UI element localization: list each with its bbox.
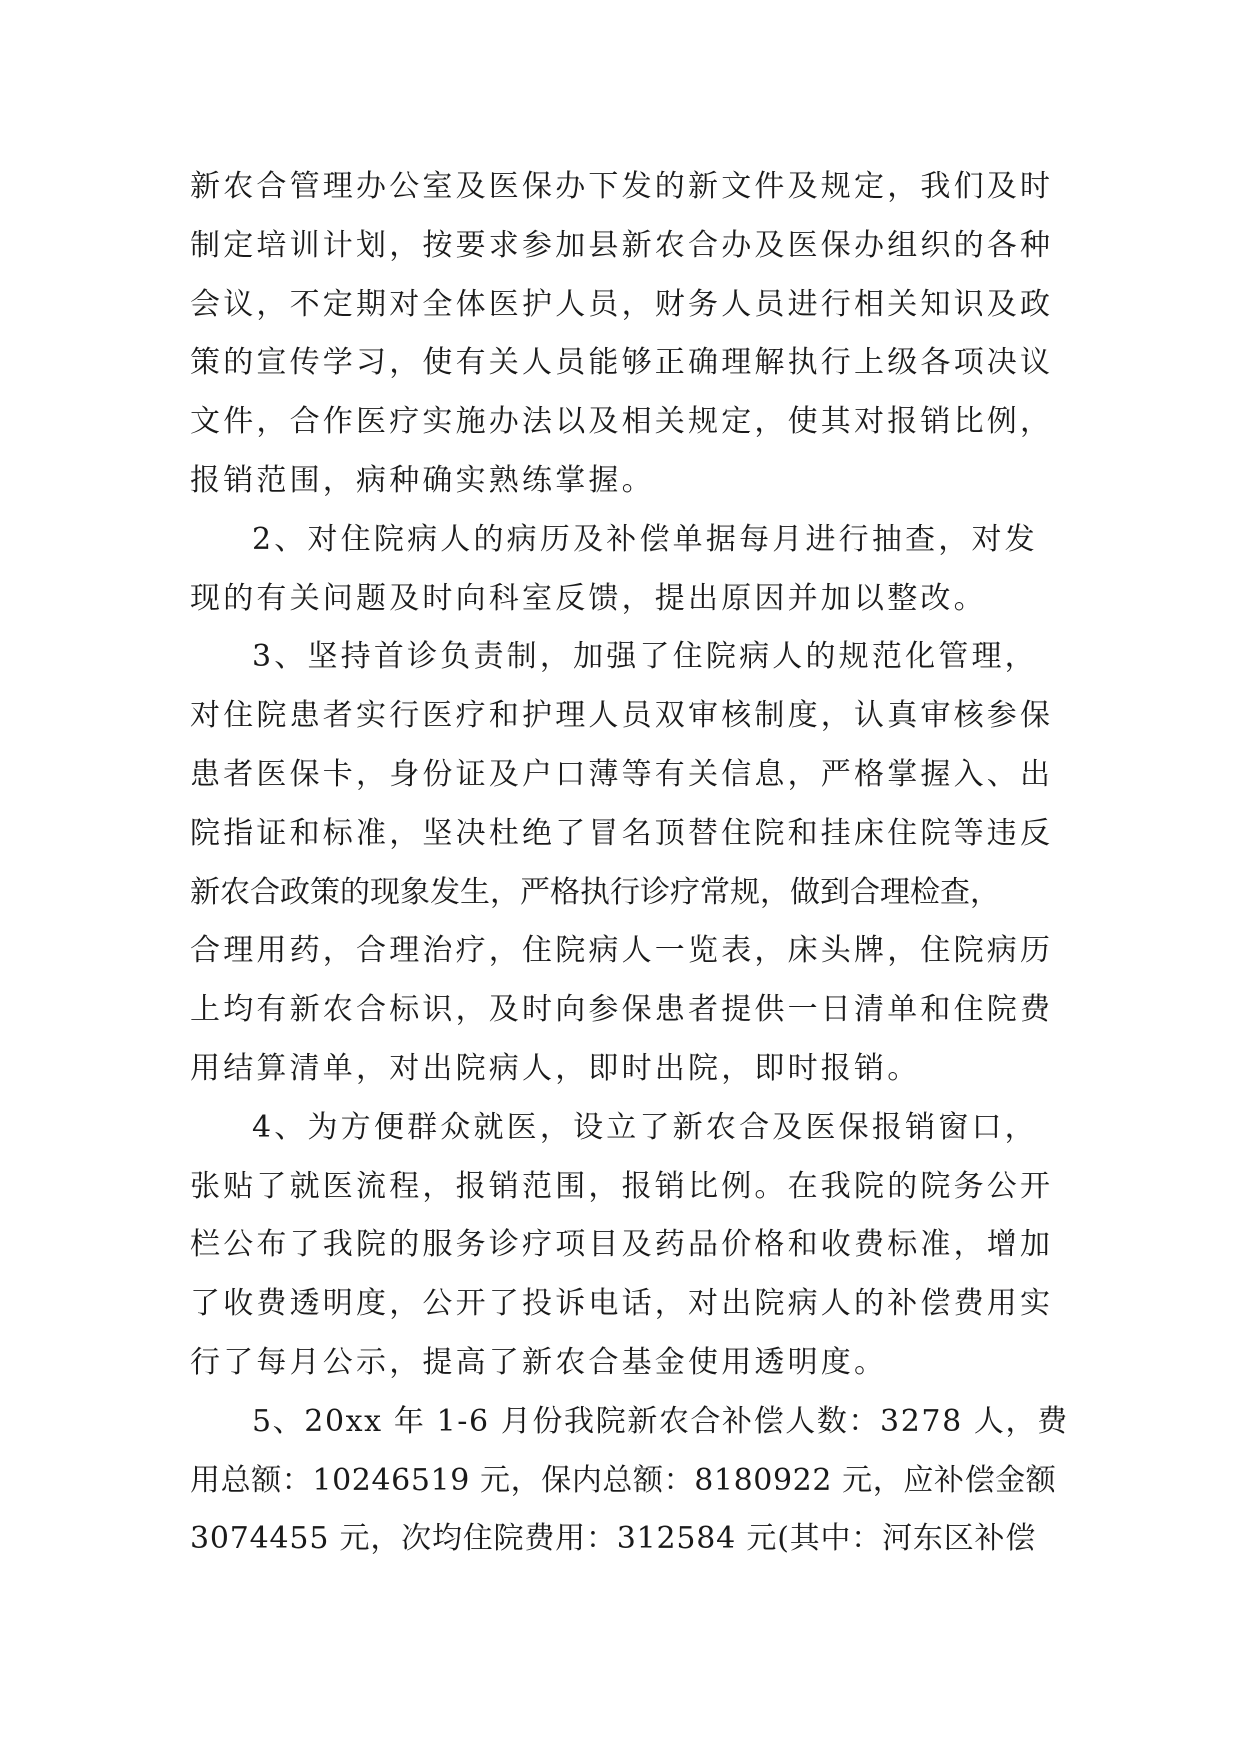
text-line: 现的有关问题及时向科室反馈，提出原因并加以整改。 (190, 580, 987, 616)
body-text (190, 158, 1070, 1569)
text-line: 新农合政策的现象发生，严格执行诊疗常规，做到合理检查， (190, 874, 1000, 910)
text-line: 行了每月公示，提高了新农合基金使用透明度。 (190, 1344, 888, 1380)
text-line: 3074455 元，次均住院费用：312584 元(其中：河东区补偿 (190, 1521, 1037, 1557)
paragraph-first-line: 5、20xx 年 1-6 月份我院新农合补偿人数：3278 人，费 (252, 1403, 1069, 1439)
paragraph-first-line: 4、为方便群众就医，设立了新农合及医保报销窗口， (252, 1109, 1038, 1145)
paragraph-first-line: 2、对住院病人的病历及补偿单据每月进行抽查，对发 (252, 521, 1038, 557)
text-line: 栏公布了我院的服务诊疗项目及药品价格和收费标准，增加 (190, 1227, 1054, 1263)
text-line: 策的宣传学习，使有关人员能够正确理解执行上级各项决议 (190, 345, 1054, 381)
text-line: 了收费透明度，公开了投诉电话，对出院病人的补偿费用实 (190, 1286, 1054, 1322)
text-line: 合理用药，合理治疗，住院病人一览表，床头牌，住院病历 (190, 933, 1054, 969)
text-line: 用总额：10246519 元，保内总额：8180922 元，应补偿金额 (190, 1462, 1057, 1498)
text-line: 会议，不定期对全体医护人员，财务人员进行相关知识及政 (190, 286, 1054, 322)
paragraph-first-line: 3、坚持首诊负责制，加强了住院病人的规范化管理， (252, 639, 1038, 675)
text-line: 张贴了就医流程，报销范围，报销比例。在我院的院务公开 (190, 1168, 1054, 1204)
text-line: 文件，合作医疗实施办法以及相关规定，使其对报销比例， (190, 404, 1054, 440)
text-line: 对住院患者实行医疗和护理人员双审核制度，认真审核参保 (190, 698, 1054, 734)
text-line: 院指证和标准，坚决杜绝了冒名顶替住院和挂床住院等违反 (190, 815, 1054, 851)
text-line: 新农合管理办公室及医保办下发的新文件及规定，我们及时 (190, 169, 1054, 204)
text-line: 制定培训计划，按要求参加县新农合办及医保办组织的各种 (190, 227, 1054, 263)
text-line: 上均有新农合标识，及时向参保患者提供一日清单和住院费 (190, 992, 1054, 1028)
text-line: 报销范围，病种确实熟练掌握。 (190, 462, 655, 498)
text-line: 患者医保卡，身份证及户口薄等有关信息，严格掌握入、出 (190, 756, 1054, 792)
text-line: 用结算清单，对出院病人，即时出院，即时报销。 (190, 1050, 921, 1086)
